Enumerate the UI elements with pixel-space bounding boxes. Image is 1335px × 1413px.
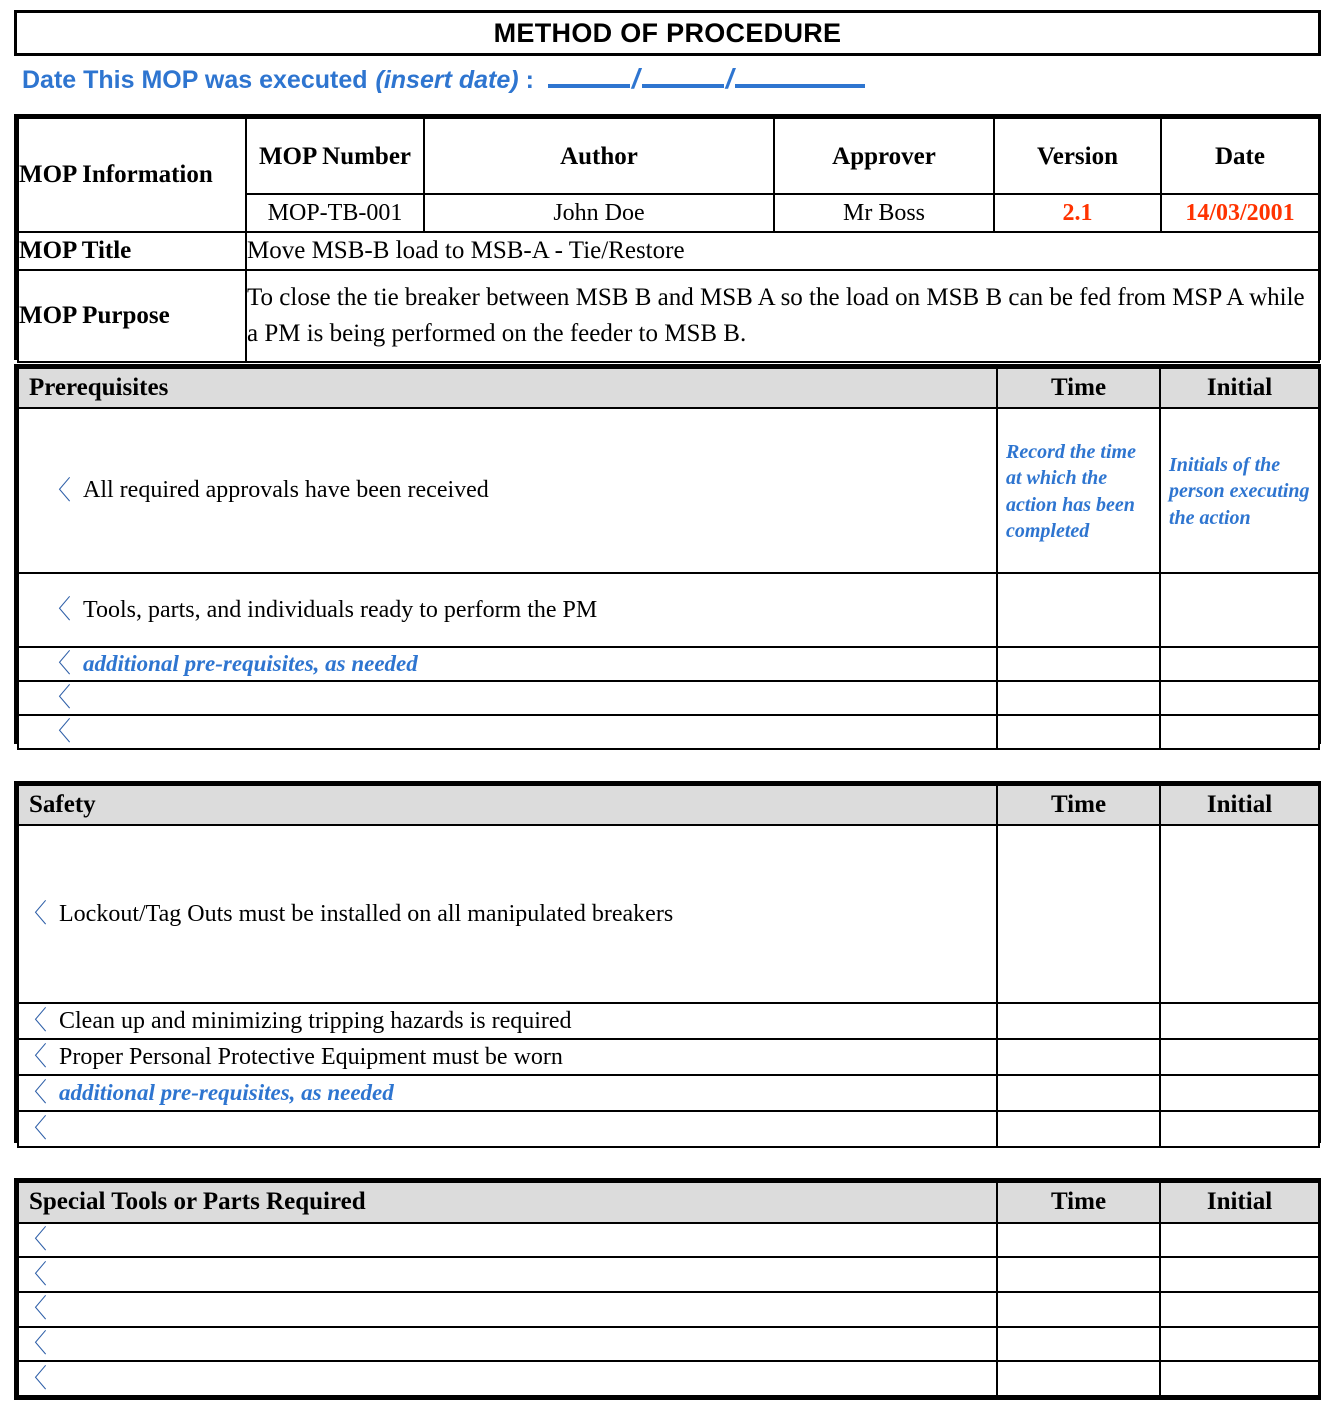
safety-row[interactable]: [18, 1039, 997, 1075]
prerequisite-row[interactable]: [18, 647, 997, 681]
checkbox-icon[interactable]: 〈: [21, 1078, 48, 1107]
checkbox-icon[interactable]: 〈: [45, 475, 72, 505]
prerequisite-initial-cell[interactable]: [1160, 715, 1319, 749]
prerequisites-heading: Prerequisites: [29, 374, 169, 401]
checkbox-icon[interactable]: 〈: [21, 1294, 48, 1324]
special-tools-initial-cell[interactable]: [1160, 1361, 1319, 1396]
value-approver-text: Mr Boss: [842, 199, 926, 226]
value-mop-number[interactable]: [246, 194, 424, 232]
special-tools-heading-cell: [18, 1182, 997, 1223]
safety-row[interactable]: [18, 825, 997, 1003]
safety-time-cell[interactable]: [997, 825, 1160, 1003]
special-tools-initial-cell[interactable]: [1160, 1257, 1319, 1292]
date-executed-hint: (insert date): [375, 66, 519, 94]
safety-row[interactable]: [18, 1111, 997, 1147]
special-tools-time-cell[interactable]: [997, 1223, 1160, 1258]
mop-information-label-cell: [18, 118, 246, 232]
special-tools-initial-header: [1160, 1182, 1319, 1223]
date-year-blank[interactable]: [735, 64, 865, 88]
column-header-date-label: Date: [1215, 142, 1265, 170]
special-tools-initial-cell[interactable]: [1160, 1223, 1319, 1258]
prerequisite-row[interactable]: [18, 681, 997, 715]
special-tools-section: [14, 1178, 1321, 1400]
prerequisite-time-cell[interactable]: [997, 408, 1160, 573]
prerequisite-text: additional pre-requisites, as needed: [83, 651, 418, 676]
special-tools-initial-header-label: Initial: [1206, 1188, 1273, 1216]
time-column-note: Record the time at which the action has been completed: [1006, 440, 1136, 542]
safety-time-header-label: Time: [1050, 791, 1107, 818]
special-tools-time-header: [997, 1182, 1160, 1223]
date-separator-2: /: [725, 63, 734, 94]
checkbox-icon[interactable]: 〈: [21, 899, 48, 928]
special-tools-row[interactable]: [18, 1292, 997, 1327]
column-header-approver-label: Approver: [832, 142, 936, 170]
column-header-approver: [774, 118, 994, 194]
special-tools-time-cell[interactable]: [997, 1292, 1160, 1327]
prerequisites-heading-cell: [18, 368, 997, 408]
mop-title-value: Move MSB-B load to MSB-A - Tie/Restore: [247, 237, 685, 264]
document-title-bar: [14, 10, 1321, 56]
safety-text: Proper Personal Protective Equipment must be worn: [59, 1043, 563, 1070]
column-header-version: [994, 118, 1161, 194]
value-version[interactable]: [994, 194, 1161, 232]
checkbox-icon[interactable]: 〈: [45, 595, 72, 624]
checkbox-icon[interactable]: 〈: [21, 1328, 48, 1358]
date-executed-colon: :: [525, 66, 534, 94]
value-mop-number-text: MOP-TB-001: [267, 199, 403, 226]
special-tools-heading: Special Tools or Parts Required: [29, 1188, 366, 1216]
special-tools-time-cell[interactable]: [997, 1327, 1160, 1362]
column-header-mop-number-label: MOP Number: [258, 142, 412, 170]
safety-section: [14, 781, 1321, 1143]
value-version-text: 2.1: [1062, 199, 1093, 226]
safety-heading: Safety: [29, 791, 96, 818]
prerequisite-initial-cell[interactable]: [1160, 647, 1319, 681]
safety-initial-header-label: Initial: [1206, 791, 1273, 818]
special-tools-row[interactable]: [18, 1327, 997, 1362]
safety-time-cell[interactable]: [997, 1075, 1160, 1111]
safety-text: additional pre-requisites, as needed: [59, 1080, 394, 1105]
safety-text: Lockout/Tag Outs must be installed on all manipulated breakers: [59, 900, 674, 927]
prerequisite-time-cell[interactable]: [997, 647, 1160, 681]
value-author[interactable]: [424, 194, 774, 232]
special-tools-initial-cell[interactable]: [1160, 1292, 1319, 1327]
special-tools-row[interactable]: [18, 1257, 997, 1292]
checkbox-icon[interactable]: 〈: [21, 1363, 48, 1393]
checkbox-icon[interactable]: 〈: [21, 1225, 48, 1255]
safety-text: Clean up and minimizing tripping hazards is required: [59, 1007, 572, 1034]
prerequisite-row[interactable]: [18, 408, 997, 573]
checkbox-icon[interactable]: 〈: [45, 717, 72, 746]
mop-information-label: MOP Information: [19, 161, 213, 188]
prerequisites-time-header-label: Time: [1050, 374, 1107, 401]
special-tools-time-cell[interactable]: [997, 1257, 1160, 1292]
prerequisite-time-cell[interactable]: [997, 573, 1160, 647]
prerequisite-time-cell[interactable]: [997, 681, 1160, 715]
mop-title-value-cell[interactable]: [246, 232, 1319, 270]
value-date-text: 14/03/2001: [1185, 199, 1295, 226]
special-tools-row[interactable]: [18, 1223, 997, 1258]
safety-initial-cell[interactable]: [1160, 825, 1319, 1003]
mop-information-table: [14, 114, 1321, 360]
mop-title-label: MOP Title: [19, 237, 132, 265]
date-month-blank[interactable]: [642, 64, 724, 88]
prerequisites-initial-header-label: Initial: [1206, 374, 1273, 401]
prerequisites-section: [14, 364, 1321, 744]
value-date[interactable]: [1161, 194, 1319, 232]
column-header-author-label: Author: [560, 142, 638, 170]
special-tools-row[interactable]: [18, 1361, 997, 1396]
checkbox-icon[interactable]: 〈: [21, 1042, 48, 1071]
prerequisite-row[interactable]: [18, 573, 997, 647]
mop-purpose-label-cell: [18, 270, 246, 362]
prerequisite-initial-cell[interactable]: [1160, 681, 1319, 715]
prerequisite-row[interactable]: [18, 715, 997, 749]
checkbox-icon[interactable]: 〈: [21, 1259, 48, 1289]
safety-initial-cell[interactable]: [1160, 1111, 1319, 1147]
safety-initial-cell[interactable]: [1160, 1039, 1319, 1075]
checkbox-icon[interactable]: 〈: [21, 1006, 48, 1035]
safety-row[interactable]: [18, 1003, 997, 1039]
prerequisite-text: Tools, parts, and individuals ready to perform the PM: [83, 596, 598, 623]
safety-initial-header: [1160, 785, 1319, 825]
safety-row[interactable]: [18, 1075, 997, 1111]
value-approver[interactable]: [774, 194, 994, 232]
prerequisite-initial-cell[interactable]: [1160, 573, 1319, 647]
mop-purpose-value-cell[interactable]: [246, 270, 1319, 362]
safety-initial-cell[interactable]: [1160, 1075, 1319, 1111]
mop-title-label-cell: [18, 232, 246, 270]
safety-time-cell[interactable]: [997, 1003, 1160, 1039]
mop-purpose-label: MOP Purpose: [19, 302, 170, 330]
special-tools-time-header-label: Time: [1050, 1188, 1107, 1216]
checkbox-icon[interactable]: 〈: [45, 683, 72, 712]
prerequisite-text: All required approvals have been received: [83, 477, 489, 503]
column-header-date: [1161, 118, 1319, 194]
date-blank-fields[interactable]: [548, 63, 866, 94]
checkbox-icon[interactable]: 〈: [21, 1114, 48, 1143]
prerequisites-initial-header: [1160, 368, 1319, 408]
date-executed-line: [22, 64, 865, 104]
safety-time-header: [997, 785, 1160, 825]
column-header-mop-number: [246, 118, 424, 194]
date-day-blank[interactable]: [548, 64, 630, 88]
column-header-version-label: Version: [1036, 142, 1119, 170]
prerequisites-time-header: [997, 368, 1160, 408]
special-tools-time-cell[interactable]: [997, 1361, 1160, 1396]
checkbox-icon[interactable]: 〈: [45, 649, 72, 678]
date-separator-1: /: [631, 63, 640, 94]
value-author-text: John Doe: [553, 199, 645, 226]
mop-purpose-value: To close the tie breaker between MSB B and MSB A so the load on MSB B can be fed from MSP A while a PM is being performed on the feeder to MSB B.: [247, 284, 1305, 348]
special-tools-initial-cell[interactable]: [1160, 1327, 1319, 1362]
prerequisite-initial-cell[interactable]: [1160, 408, 1319, 573]
safety-initial-cell[interactable]: [1160, 1003, 1319, 1039]
safety-heading-cell: [18, 785, 997, 825]
page-title: METHOD OF PROCEDURE: [493, 17, 842, 48]
date-executed-label: Date This MOP was executed: [22, 66, 368, 94]
column-header-author: [424, 118, 774, 194]
initial-column-note: Initials of the person executing the action: [1169, 453, 1310, 529]
safety-time-cell[interactable]: [997, 1039, 1160, 1075]
prerequisite-time-cell[interactable]: [997, 715, 1160, 749]
safety-time-cell[interactable]: [997, 1111, 1160, 1147]
